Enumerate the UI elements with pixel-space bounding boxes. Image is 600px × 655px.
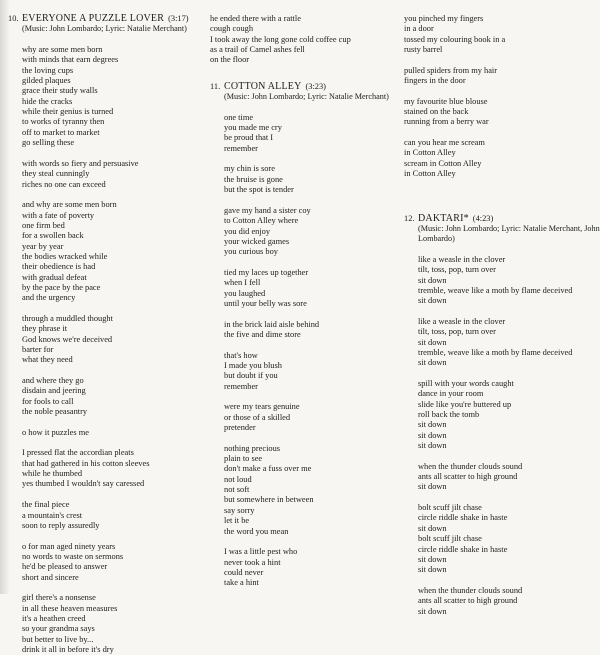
lyric-line: the word you mean <box>224 526 289 536</box>
song-10 <box>8 14 203 655</box>
lyric-line: and the urgency <box>22 293 76 303</box>
lyric-line: ants all scatter to high ground <box>418 596 518 606</box>
stanza <box>418 379 600 451</box>
song-credit: (Music: John Lombardo; Lyric: Natalie Merchant, John Lombardo) <box>418 223 600 244</box>
lyric-line: that's how <box>224 350 258 360</box>
lyric-line: roll back the tomb <box>418 410 480 420</box>
lyric-line: to Cotton Alley where <box>224 216 299 226</box>
stanza <box>22 593 203 655</box>
stanza <box>22 314 203 366</box>
lyric-line: in Cotton Alley <box>404 148 456 158</box>
lyric-line: sit down <box>418 554 447 564</box>
lyric-line: what they need <box>22 355 73 365</box>
lyric-line: and where they go <box>22 376 84 386</box>
lyric-line: the bruise is gone <box>224 174 283 184</box>
lyric-line: year by year <box>22 241 64 251</box>
stanza <box>404 14 600 55</box>
stanza <box>224 164 400 195</box>
lyric-line: to works of tyranny then <box>22 117 105 127</box>
stanza <box>418 317 600 369</box>
song-lyrics <box>404 14 600 180</box>
lyric-line: tremble, weave like a moth by flame deceived <box>418 285 573 295</box>
lyric-line: sit down <box>418 358 447 368</box>
lyric-line: with a fate of poverty <box>22 210 95 220</box>
lyric-line: dance in your room <box>418 389 484 399</box>
lyric-line: grace their study walls <box>22 86 98 96</box>
song-12 <box>404 214 600 617</box>
lyric-line: sit down <box>418 275 447 285</box>
lyric-line: remember <box>224 143 258 153</box>
stanza <box>22 200 203 303</box>
lyric-line: never took a hint <box>224 557 281 567</box>
lyric-line: a mountain's crest <box>22 510 83 520</box>
lyric-line: for fools to call <box>22 396 74 406</box>
lyric-line: not soft <box>224 485 250 495</box>
lyric-line: sit down <box>418 420 447 430</box>
lyric-line: circle riddle shake in haste <box>418 544 508 554</box>
lyric-line: ants all scatter to high ground <box>418 472 518 482</box>
track-number: 11. <box>210 81 221 91</box>
lyric-line: why are some men born <box>22 45 103 55</box>
stanza <box>22 428 203 438</box>
lyric-line: drink it all in before it's dry <box>22 644 114 654</box>
lyric-line: sit down <box>418 482 447 492</box>
lyric-line: hide the cracks <box>22 96 73 106</box>
lyric-line: be proud that I <box>224 133 274 143</box>
lyric-line: like a weasle in the clover <box>418 254 506 264</box>
song-duration: (4:23) <box>472 213 494 223</box>
song-credit: (Music: John Lombardo; Lyric: Natalie Merchant) <box>224 92 389 102</box>
stanza <box>22 500 203 531</box>
stanza <box>404 97 600 128</box>
stanza <box>224 320 400 341</box>
lyric-line: with words so fiery and persuasive <box>22 158 139 168</box>
lyric-line: sit down <box>418 606 447 616</box>
lyric-line: with minds that earn degrees <box>22 55 119 65</box>
lyric-line: off to market to market <box>22 127 100 137</box>
lyric-line: their obedience is had <box>22 262 96 272</box>
lyric-line: sit down <box>418 565 447 575</box>
song-heading <box>210 82 400 92</box>
lyric-line: I pressed flat the accordian pleats <box>22 448 134 458</box>
stanza <box>22 159 203 190</box>
stanza <box>22 376 203 417</box>
lyric-line: but somewhere in between <box>224 495 314 505</box>
column-left <box>8 14 203 655</box>
lyric-line: in all these heaven measures <box>22 603 118 613</box>
stanza <box>224 206 400 258</box>
lyric-line: on the floor <box>210 55 250 65</box>
lyric-line: when the thunder clouds sound <box>418 585 523 595</box>
lyric-line: pretender <box>224 423 256 433</box>
lyric-line: but better to live by... <box>22 634 94 644</box>
lyric-line: short and sincere <box>22 572 79 582</box>
lyric-line: o how it puzzles me <box>22 427 89 437</box>
lyric-line: with gradual defeat <box>22 272 87 282</box>
lyric-line: let it be <box>224 516 250 526</box>
song-11 <box>210 82 400 589</box>
lyric-line: in the brick laid aisle behind <box>224 319 320 329</box>
lyric-line: gave my hand a sister coy <box>224 205 311 215</box>
lyric-line: stained on the back <box>404 107 469 117</box>
column-middle <box>210 14 400 589</box>
lyric-line: by the pace by the pace <box>22 282 101 292</box>
lyric-line: the five and dime store <box>224 329 301 339</box>
song-credit: (Music: John Lombardo; Lyric: Natalie Merchant) <box>22 24 187 34</box>
lyric-line: remember <box>224 381 258 391</box>
stanza <box>404 138 600 179</box>
lyric-line: and why are some men born <box>22 200 117 210</box>
lyric-line: soon to reply assuredly <box>22 520 100 530</box>
lyric-line: you curious boy <box>224 247 278 257</box>
lyric-line: bolt scuff jilt chase <box>418 534 482 544</box>
lyric-line: for a swollen back <box>22 231 84 241</box>
lyric-line: tilt, toss, pop, turn over <box>418 327 496 337</box>
lyric-line: your wicked games <box>224 236 290 246</box>
lyric-line: fingers in the door <box>404 76 466 86</box>
lyric-line: gilded plaques <box>22 76 71 86</box>
stanza <box>224 351 400 392</box>
lyric-line: spill with your words caught <box>418 379 514 388</box>
lyric-line: can you hear me scream <box>404 138 485 148</box>
lyric-line: no words to waste on sermons <box>22 551 124 561</box>
stanza <box>224 547 400 588</box>
lyric-line: tilt, toss, pop, turn over <box>418 265 496 275</box>
lyric-line: o for man aged ninety years <box>22 541 116 551</box>
song-heading <box>8 14 203 24</box>
stanza <box>418 255 600 307</box>
lyric-line: say sorry <box>224 505 255 515</box>
lyric-line: he'd be pleased to answer <box>22 562 108 572</box>
lyric-line: they steal cunningly <box>22 169 90 179</box>
lyric-line: bolt scuff jilt chase <box>418 503 482 513</box>
song-heading <box>404 214 600 224</box>
lyric-line: sit down <box>418 430 447 440</box>
song-lyrics <box>210 14 400 66</box>
lyric-line: plain to see <box>224 454 263 464</box>
lyric-line: the noble peasantry <box>22 407 88 417</box>
lyric-line: rusty barrel <box>404 45 443 55</box>
lyric-line: my chin is sore <box>224 164 275 174</box>
lyric-line: were my tears genuine <box>224 402 300 412</box>
lyric-line: one time <box>224 112 254 122</box>
lyric-line: so your grandma says <box>22 624 95 634</box>
track-number: 10. <box>8 14 19 23</box>
lyric-line: in a door <box>404 24 434 34</box>
song-duration: (3:23) <box>305 81 326 91</box>
stanza <box>224 402 400 433</box>
lyric-line: barter for <box>22 345 54 354</box>
lyric-line: like a weasle in the clover <box>418 316 506 326</box>
lyric-line: I was a little pest who <box>224 547 298 557</box>
lyric-line: it's a heathen creed <box>22 613 86 623</box>
lyric-line: that had gathered in his cotton sleeves <box>22 458 150 468</box>
lyric-line: the final piece <box>22 500 70 510</box>
stanza <box>224 444 400 537</box>
stanza <box>22 448 203 489</box>
lyric-line: but doubt if you <box>224 371 278 381</box>
lyric-line: sit down <box>418 337 447 347</box>
lyric-line: you laughed <box>224 288 266 298</box>
lyric-line: not loud <box>224 474 252 484</box>
lyric-line: disdain and jeering <box>22 386 86 396</box>
stanza <box>224 268 400 309</box>
lyric-line: through a muddled thought <box>22 313 113 323</box>
lyric-line: you pinched my fingers <box>404 14 484 23</box>
lyric-line: nothing precious <box>224 443 281 453</box>
lyric-line: sit down <box>418 296 447 306</box>
lyric-line: tremble, weave like a moth by flame deceived <box>418 347 573 357</box>
stanza <box>22 542 203 583</box>
stanza <box>418 503 600 575</box>
lyric-line: while their genius is turned <box>22 107 114 117</box>
lyric-line: one firm bed <box>22 220 65 230</box>
stanza <box>404 66 600 87</box>
song-lyrics <box>8 45 203 655</box>
lyric-line: sit down <box>418 441 447 451</box>
lyric-line: the loving cups <box>22 65 74 75</box>
lyric-line: when the thunder clouds sound <box>418 461 523 471</box>
stanza <box>418 586 600 617</box>
lyric-line: you made me cry <box>224 123 282 133</box>
stanza <box>418 462 600 493</box>
lyric-line: slide like you're buttered up <box>418 399 512 409</box>
lyric-line: take a hint <box>224 578 259 588</box>
track-number: 12. <box>404 213 415 223</box>
lyric-line: girl there's a nonsense <box>22 593 96 603</box>
lyric-line: God knows we're deceived <box>22 334 113 344</box>
song-title: COTTON ALLEY <box>224 80 302 92</box>
lyric-line: yes thumbed I wouldn't say caressed <box>22 479 145 489</box>
stanza <box>22 45 203 148</box>
lyric-line: I took away the long gone cold coffee cup <box>210 34 351 44</box>
lyric-line: but the spot is tender <box>224 185 294 195</box>
lyric-line: cough cough <box>210 24 254 34</box>
lyric-line: when I fell <box>224 278 261 288</box>
lyric-line: running from a berry war <box>404 117 489 127</box>
lyric-line: or those of a skilled <box>224 412 291 422</box>
stanza <box>210 14 400 66</box>
lyric-line: you did enjoy <box>224 226 271 236</box>
song-title: DAKTARI* <box>418 212 469 224</box>
lyric-line: they phrase it <box>22 324 68 334</box>
lyric-line: the bodies wracked while <box>22 251 108 261</box>
song-10-continued <box>210 14 400 66</box>
column-right <box>404 14 600 617</box>
lyric-line: riches no one can exceed <box>22 179 106 189</box>
lyric-line: my favourite blue blouse <box>404 96 488 106</box>
lyric-line: scream in Cotton Alley <box>404 158 482 168</box>
stanza <box>224 113 400 154</box>
song-lyrics <box>404 255 600 617</box>
lyric-line: sit down <box>418 523 447 533</box>
lyric-line: could never <box>224 567 264 577</box>
lyric-line: I made you blush <box>224 361 282 370</box>
lyric-line: in Cotton Alley <box>404 169 456 179</box>
lyric-line: tied my laces up together <box>224 267 309 277</box>
song-lyrics <box>210 113 400 589</box>
lyric-line: circle riddle shake in haste <box>418 513 508 523</box>
lyric-line: he ended there with a rattle <box>210 14 301 23</box>
lyric-line: as a trail of Camel ashes fell <box>210 45 305 55</box>
song-11-continued <box>404 14 600 180</box>
song-title: EVERYONE A PUZZLE LOVER <box>22 13 165 24</box>
lyric-line: pulled spiders from my hair <box>404 65 498 75</box>
lyric-line: don't make a fuss over me <box>224 464 312 474</box>
lyric-line: tossed my colouring book in a <box>404 34 506 44</box>
song-duration: (3:17) <box>168 14 189 23</box>
lyric-line: until your belly was sore <box>224 298 307 308</box>
lyric-line: while he thumbed <box>22 469 83 479</box>
lyric-line: go selling these <box>22 138 75 148</box>
